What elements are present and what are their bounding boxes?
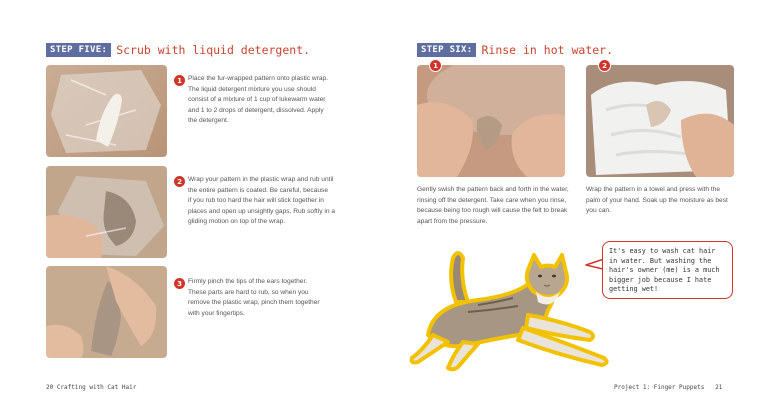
step-1-line: and 1 to 2 drops of detergent, dissolved. Apply [188, 106, 324, 114]
right-page-footer: Project 1: Finger Puppets 21 [614, 384, 723, 391]
step-1-line: the detergent. [188, 117, 229, 125]
step-3-line: remove the plastic wrap, pinch them together [188, 299, 320, 307]
bubble-line: in water. But washing the [609, 256, 712, 265]
step-3-line: with your fingertips. [188, 309, 245, 317]
rinse-caption [417, 185, 582, 227]
step-2-line: Wrap your pattern in the plastic wrap and rub until [188, 176, 334, 183]
step-3-line: Firmly pinch the tips of the ears together. [188, 278, 308, 285]
step-2-text [188, 175, 366, 228]
step-3-line: These parts are hard to rub, so when you [188, 288, 309, 296]
step-number-2: 2 [174, 176, 185, 187]
step-five-title: Scrub with liquid detergent. [116, 43, 311, 57]
photo-pinching-ears [46, 266, 167, 358]
step-six-badge: STEP SIX: [417, 43, 476, 57]
rinse-caption-line: because being too rough will cause the felt to break [417, 207, 568, 215]
towel-caption-line: palm of your hand. Soak up the moisture as best [586, 196, 728, 204]
left-page-footer: 20 Crafting with Cat Hair [46, 384, 137, 391]
bubble-line: It's easy to wash cat hair [609, 247, 716, 255]
bubble-line: bigger job because I hate [609, 275, 712, 284]
speech-bubble [602, 241, 733, 299]
step-1-text [188, 74, 363, 127]
photo-number-2: 2 [599, 60, 610, 71]
photo-number-1: 1 [430, 60, 441, 71]
step-1-line: consist of a mixture of 1 cup of lukewarm water [188, 96, 326, 104]
step-2-line: gliding motion on top of the wrap. [188, 218, 286, 226]
step-five-heading [46, 43, 310, 57]
rinse-caption-line: Gently swish the pattern back and forth in the water, [417, 186, 569, 193]
towel-caption-line: you can. [586, 207, 611, 215]
step-2-line: the entire pattern is coated. Be careful, because [188, 186, 329, 194]
step-1-line: The liquid detergent mixture you use should [188, 85, 316, 93]
rinse-caption-line: rinsing off the detergent. Take care when you rinse, [417, 196, 567, 204]
step-number-1: 1 [174, 75, 185, 86]
photo-fur-on-plastic-wrap [46, 65, 167, 157]
step-six-heading [417, 43, 613, 57]
bubble-line: hair's owner (me) is a much [609, 266, 720, 275]
step-3-text [188, 277, 363, 319]
step-2-line: if you rub too hard the hair will stick together in [188, 197, 324, 205]
bubble-line: getting wet! [609, 285, 659, 294]
photo-rubbing-in-wrap [46, 166, 167, 258]
step-number-3: 3 [174, 278, 185, 289]
step-1-line: Place the fur-wrapped pattern onto plastic wrap. [188, 75, 329, 82]
step-five-badge: STEP FIVE: [46, 43, 111, 57]
towel-caption [586, 185, 746, 217]
step-2-line: places and open up unsightly gaps. Rub softly in a [188, 207, 335, 215]
rinse-caption-line: apart from the pressure. [417, 217, 488, 225]
photo-towel-pressing [586, 65, 734, 177]
photo-rinsing-in-water [417, 65, 565, 177]
step-six-title: Rinse in hot water. [481, 43, 614, 57]
towel-caption-line: Wrap the pattern in a towel and press with the [586, 186, 721, 193]
